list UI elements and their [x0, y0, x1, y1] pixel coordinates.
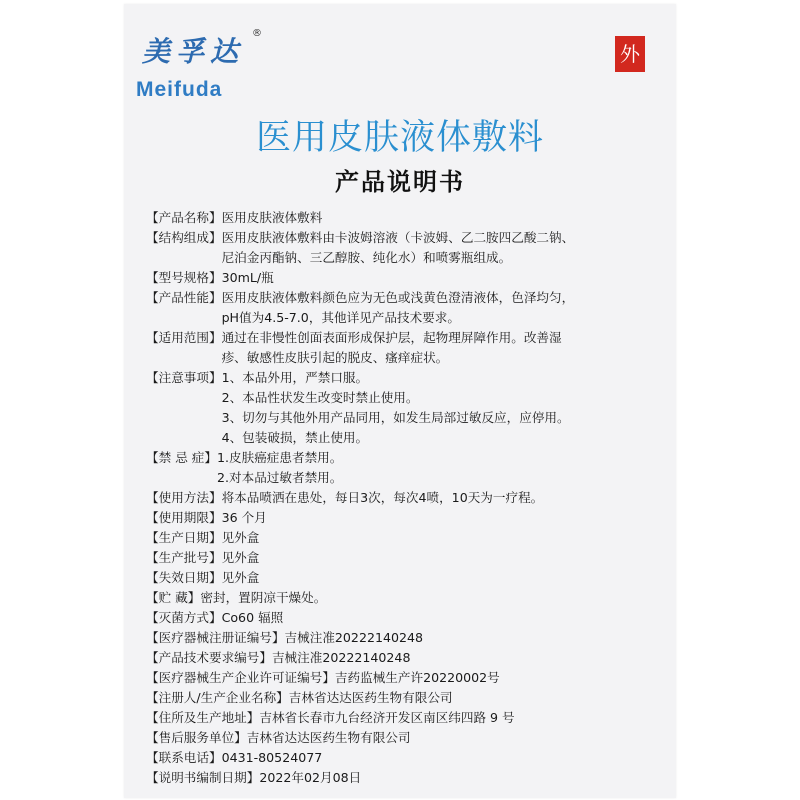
spec-value-line: 1.皮肤癌症患者禁用。 [216, 450, 343, 465]
spec-value-line: 30mL/瓶 [221, 270, 274, 285]
spec-value-line: 3、切勿与其他外用产品同用，如发生局部过敏反应，应停用。 [221, 410, 570, 425]
spec-value [222, 748, 666, 768]
spec-value-line: 2、本品性状发生改变时禁止使用。 [221, 390, 419, 405]
spec-value-line: 通过在非慢性创面表面形成保护层，起物理屏障作用。改善湿 [221, 330, 562, 345]
spec-value-line: 尼泊金丙酯钠、三乙醇胺、纯化水）和喷雾瓶组成。 [221, 250, 512, 265]
spec-row-usage [146, 488, 666, 508]
spec-row-performance [146, 288, 666, 328]
spec-label: 【产品名称】 [146, 210, 222, 225]
spec-row-tech-req [146, 648, 666, 668]
spec-row-contraindications [146, 448, 666, 488]
spec-value-line: 密封，置阴凉干燥处。 [200, 590, 327, 605]
spec-value-line: 0431-80524077 [221, 750, 323, 765]
brand-logo-chinese: 美孚达 [142, 35, 245, 68]
spec-value [259, 768, 666, 788]
spec-row-batch [146, 548, 666, 568]
spec-value-line: 吉药监械生产许20220002号 [334, 670, 500, 685]
instruction-sheet [124, 4, 676, 798]
spec-row-scope [146, 328, 666, 368]
spec-label: 【禁 忌 症】 [146, 450, 217, 465]
spec-value-line: 2.对本品过敏者禁用。 [216, 470, 343, 485]
spec-row-precautions [146, 368, 666, 448]
spec-value-line: 1、本品外用，严禁口服。 [221, 370, 369, 385]
spec-label: 【住所及生产地址】 [146, 710, 260, 725]
spec-row-storage [146, 588, 666, 608]
spec-value [222, 268, 666, 288]
spec-label: 【医疗器械注册证编号】 [146, 630, 285, 645]
spec-value [222, 548, 666, 568]
spec-value [222, 228, 666, 268]
spec-label: 【生产日期】 [146, 530, 222, 545]
spec-label: 【售后服务单位】 [146, 730, 247, 745]
spec-value-line: 4、包装破损，禁止使用。 [221, 430, 369, 445]
spec-value-line: 将本品喷洒在患处，每日3次，每次4喷，10天为一疗程。 [221, 490, 544, 505]
spec-label: 【联系电话】 [146, 750, 222, 765]
spec-label: 【产品性能】 [146, 290, 222, 305]
spec-value [259, 708, 666, 728]
spec-label: 【注册人/生产企业名称】 [146, 690, 289, 705]
spec-row-name [146, 208, 666, 228]
spec-row-sterilization [146, 608, 666, 628]
spec-value [247, 728, 666, 748]
spec-row-production-date [146, 528, 666, 548]
spec-value-line: 吉林省长春市九台经济开发区南区纬四路 9 号 [259, 710, 515, 725]
spec-value-line: 见外盒 [221, 570, 260, 585]
spec-row-registrant [146, 688, 666, 708]
spec-row-license [146, 668, 666, 688]
spec-row-service [146, 728, 666, 748]
spec-label: 【型号规格】 [146, 270, 222, 285]
spec-row-phone [146, 748, 666, 768]
spec-label: 【产品技术要求编号】 [146, 650, 272, 665]
spec-value [222, 528, 666, 548]
spec-label: 【医疗器械生产企业许可证编号】 [146, 670, 335, 685]
spec-value [222, 608, 666, 628]
spec-value [222, 288, 666, 328]
specs-list [146, 208, 666, 788]
spec-value [222, 208, 666, 228]
registered-mark: ® [252, 28, 262, 39]
spec-value-line: 2022年02月08日 [259, 770, 362, 785]
spec-row-revision [146, 768, 666, 788]
spec-value-line: 见外盒 [221, 550, 260, 565]
spec-value [222, 508, 666, 528]
spec-label: 【注意事项】 [146, 370, 222, 385]
spec-value [222, 568, 666, 588]
spec-value-line: 吉械注准20222140248 [271, 650, 411, 665]
spec-value-line: 医用皮肤液体敷料 [221, 210, 323, 225]
brand-logo-english: Meifuda [136, 78, 223, 101]
spec-row-structure [146, 228, 666, 268]
spec-value-line: 吉林省达达医药生物有限公司 [288, 690, 453, 705]
spec-value [222, 368, 666, 448]
spec-value [272, 648, 666, 668]
spec-value-line: 36 个月 [221, 510, 267, 525]
spec-value [335, 668, 666, 688]
spec-value [217, 448, 666, 488]
spec-value [222, 488, 666, 508]
spec-row-registration [146, 628, 666, 648]
spec-row-expiry [146, 568, 666, 588]
spec-label: 【结构组成】 [146, 230, 222, 245]
spec-value [222, 328, 666, 368]
spec-value-line: 医用皮肤液体敷料颜色应为无色或浅黄色澄清液体，色泽均匀， [221, 290, 575, 305]
spec-value [200, 588, 666, 608]
spec-label: 【使用方法】 [146, 490, 222, 505]
external-use-badge: 外 [615, 36, 645, 72]
spec-label: 【生产批号】 [146, 550, 222, 565]
spec-value [289, 688, 666, 708]
spec-label: 【使用期限】 [146, 510, 222, 525]
spec-value-line: 见外盒 [221, 530, 260, 545]
spec-value-line: Co60 辐照 [221, 610, 284, 625]
spec-label: 【适用范围】 [146, 330, 222, 345]
spec-row-shelf-life [146, 508, 666, 528]
spec-row-model [146, 268, 666, 288]
spec-label: 【贮 藏】 [146, 590, 201, 605]
spec-label: 【说明书编制日期】 [146, 770, 260, 785]
spec-label: 【灭菌方式】 [146, 610, 222, 625]
spec-row-address [146, 708, 666, 728]
spec-value [285, 628, 666, 648]
spec-value-line: 吉械注准20222140248 [284, 630, 424, 645]
spec-value-line: 疹、敏感性皮肤引起的脱皮、瘙痒症状。 [221, 350, 449, 365]
spec-label: 【失效日期】 [146, 570, 222, 585]
spec-value-line: pH值为4.5-7.0，其他详见产品技术要求。 [221, 310, 460, 325]
spec-value-line: 吉林省达达医药生物有限公司 [246, 730, 411, 745]
document-subtitle: 产品说明书 [335, 168, 465, 196]
product-title: 医用皮肤液体敷料 [255, 118, 544, 158]
spec-value-line: 医用皮肤液体敷料由卡波姆溶液（卡波姆、乙二胺四乙酸二钠、 [221, 230, 575, 245]
